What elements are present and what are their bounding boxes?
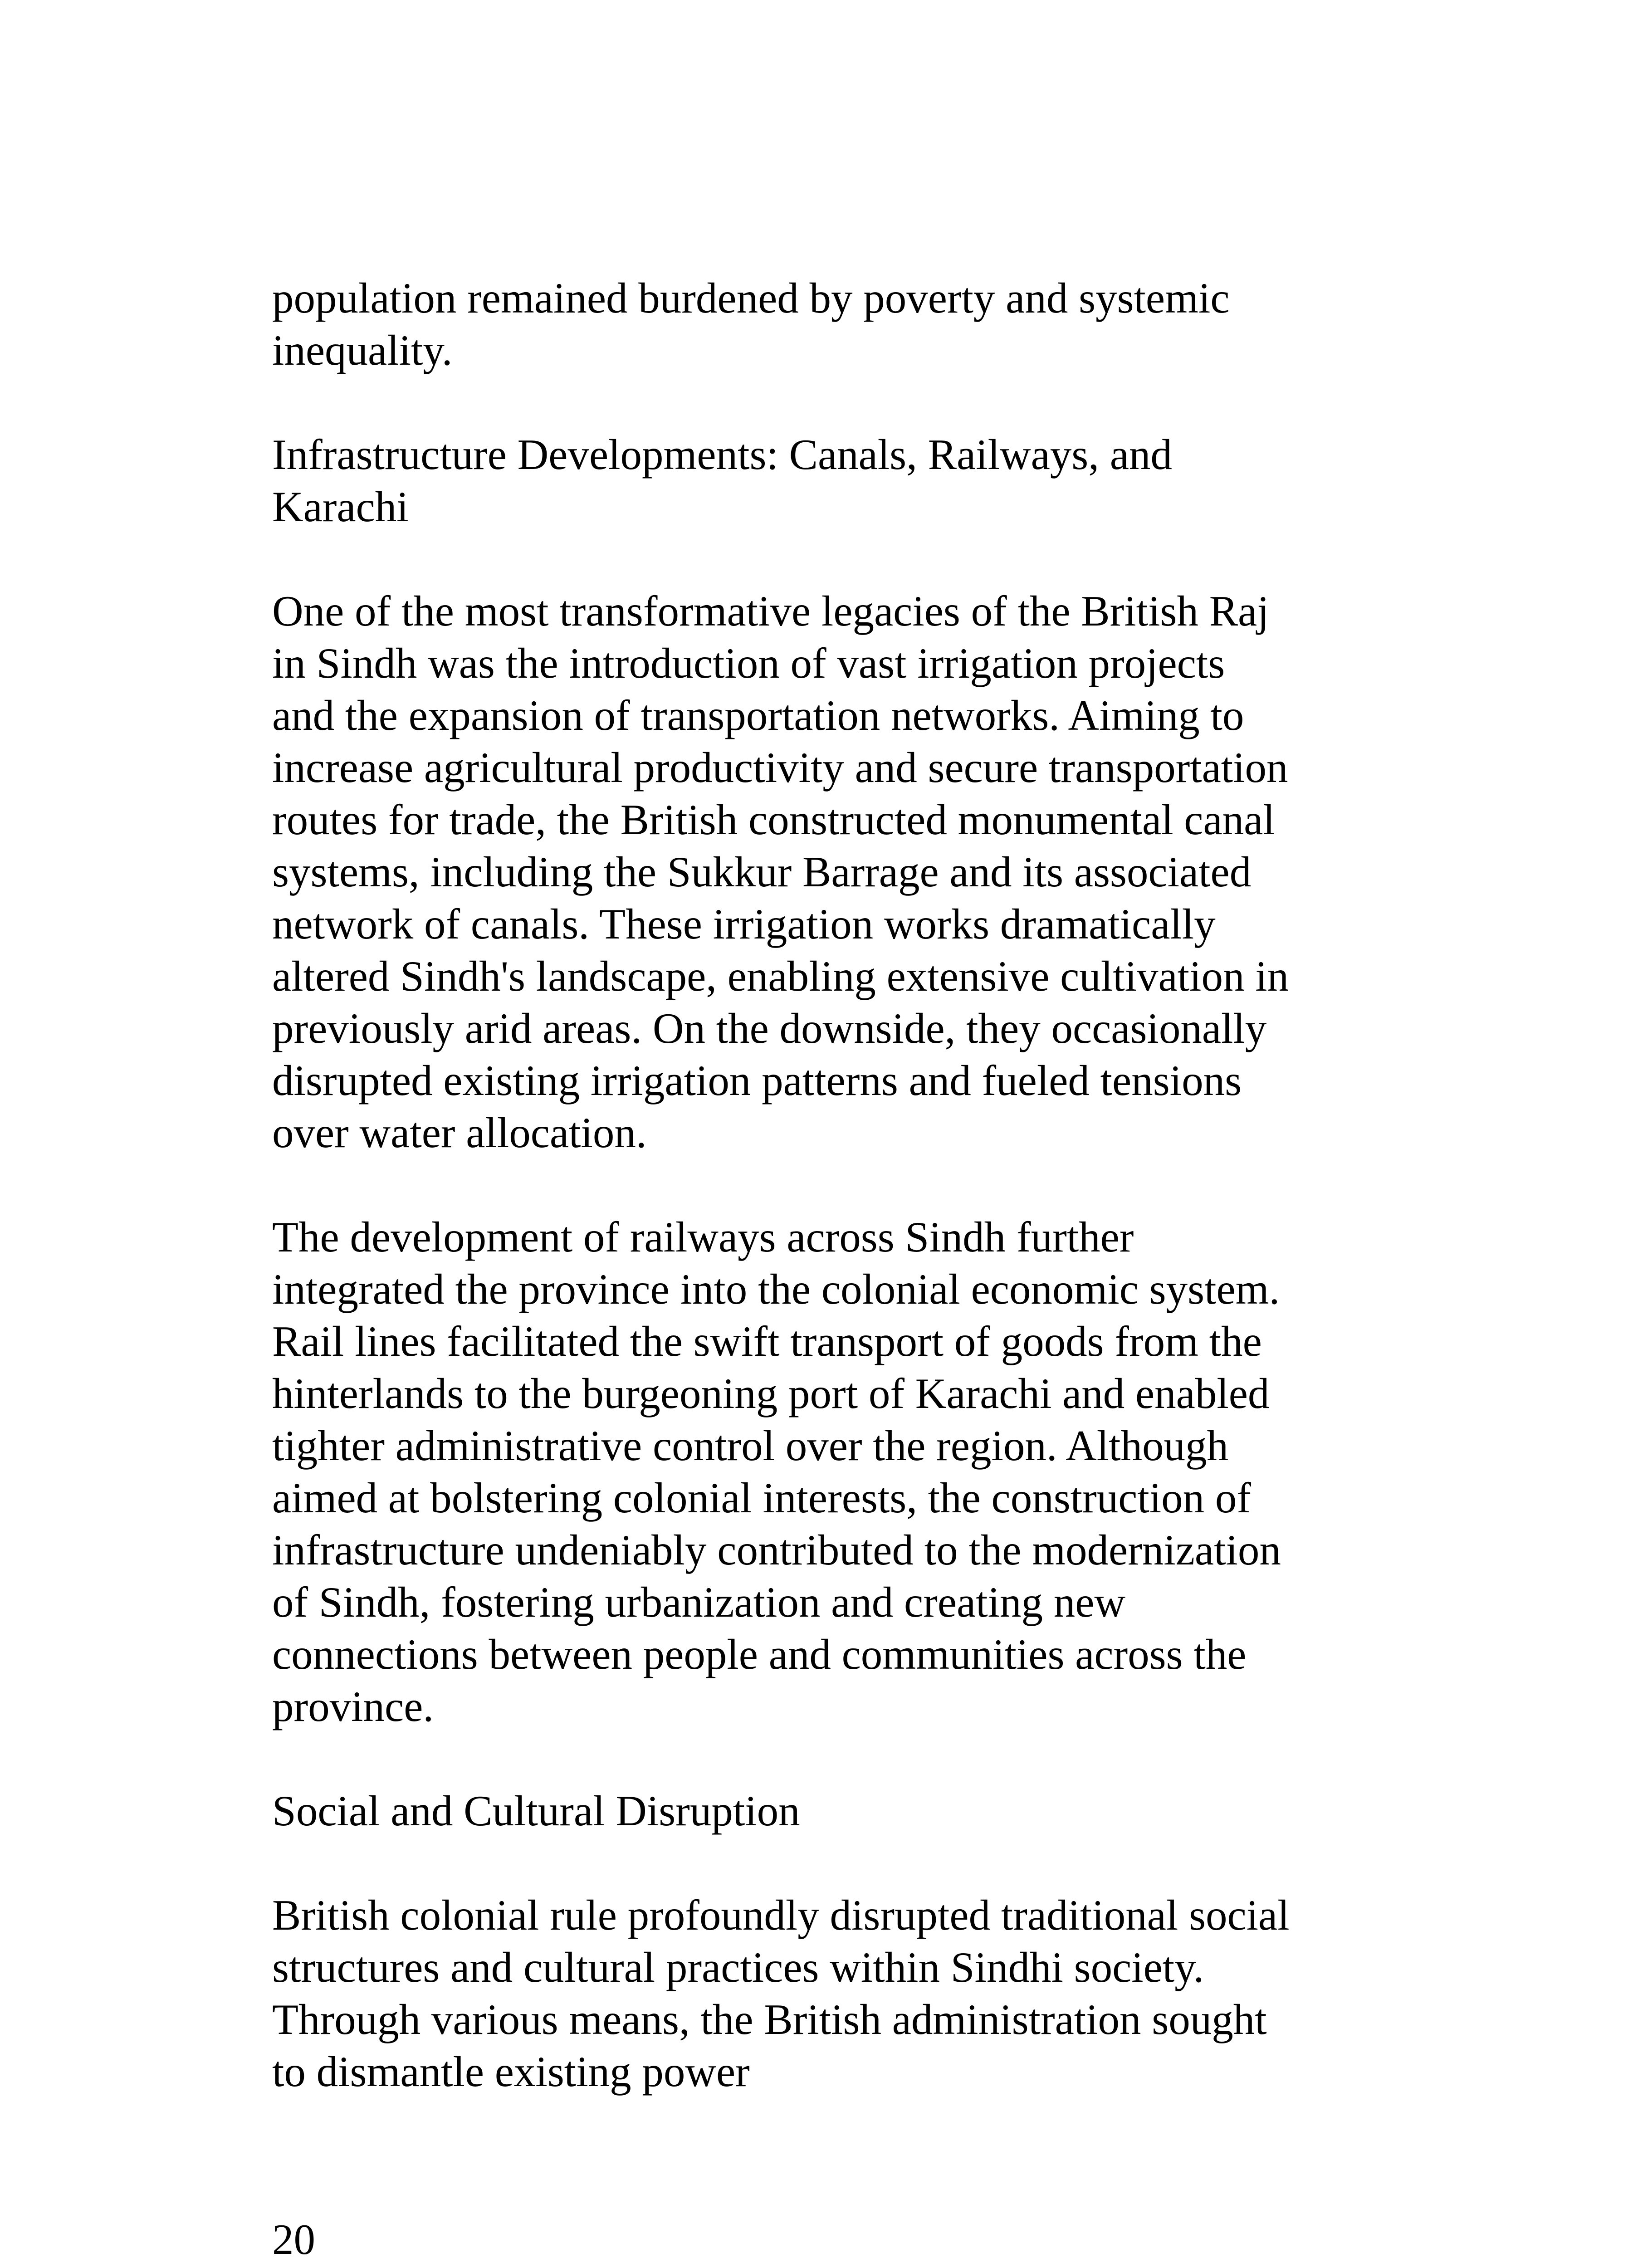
page-body	[272, 272, 1301, 2150]
paragraph-continuation: population remained burdened by poverty and systemic inequality.	[272, 274, 1241, 374]
paragraph-railways: The development of railways across Sindh further integrated the province into the colonial economic system. Rail lines facilitated the swift transport of goods from the hinterlands to the burgeoning port of Karachi and enabled tighter administrative control over the region. Although aimed at bolstering colonial interests, the construction of infrastructure undeniably contributed to the modernization of Sindh, fostering urbanization and creating new connections between people and communities across the province.	[272, 1213, 1292, 1730]
paragraph-colonial-rule: British colonial rule profoundly disrupted traditional social structures and cultural practices within Sindhi society. Through various means, the British administration sought to dismantle existing power	[272, 1891, 1301, 2096]
paragraph-irrigation: One of the most transformative legacies of the British Raj in Sindh was the introduction of vast irrigation projects and the expansion of transportation networks. Aiming to increase agricultural productivity and secure transportation routes for trade, the British constructed monumental canal systems, including the Sukkur Barrage and its associated network of canals. These irrigation works dramatically altered Sindh's landscape, enabling extensive cultivation in previously arid areas. On the downside, they occasionally disrupted existing irrigation patterns and fueled tensions over water allocation.	[272, 587, 1300, 1157]
page-number: 20	[272, 2215, 315, 2263]
section-heading-infrastructure: Infrastructure Developments: Canals, Railways, and Karachi	[272, 430, 1183, 531]
section-heading-social-cultural: Social and Cultural Disruption	[272, 1787, 800, 1835]
